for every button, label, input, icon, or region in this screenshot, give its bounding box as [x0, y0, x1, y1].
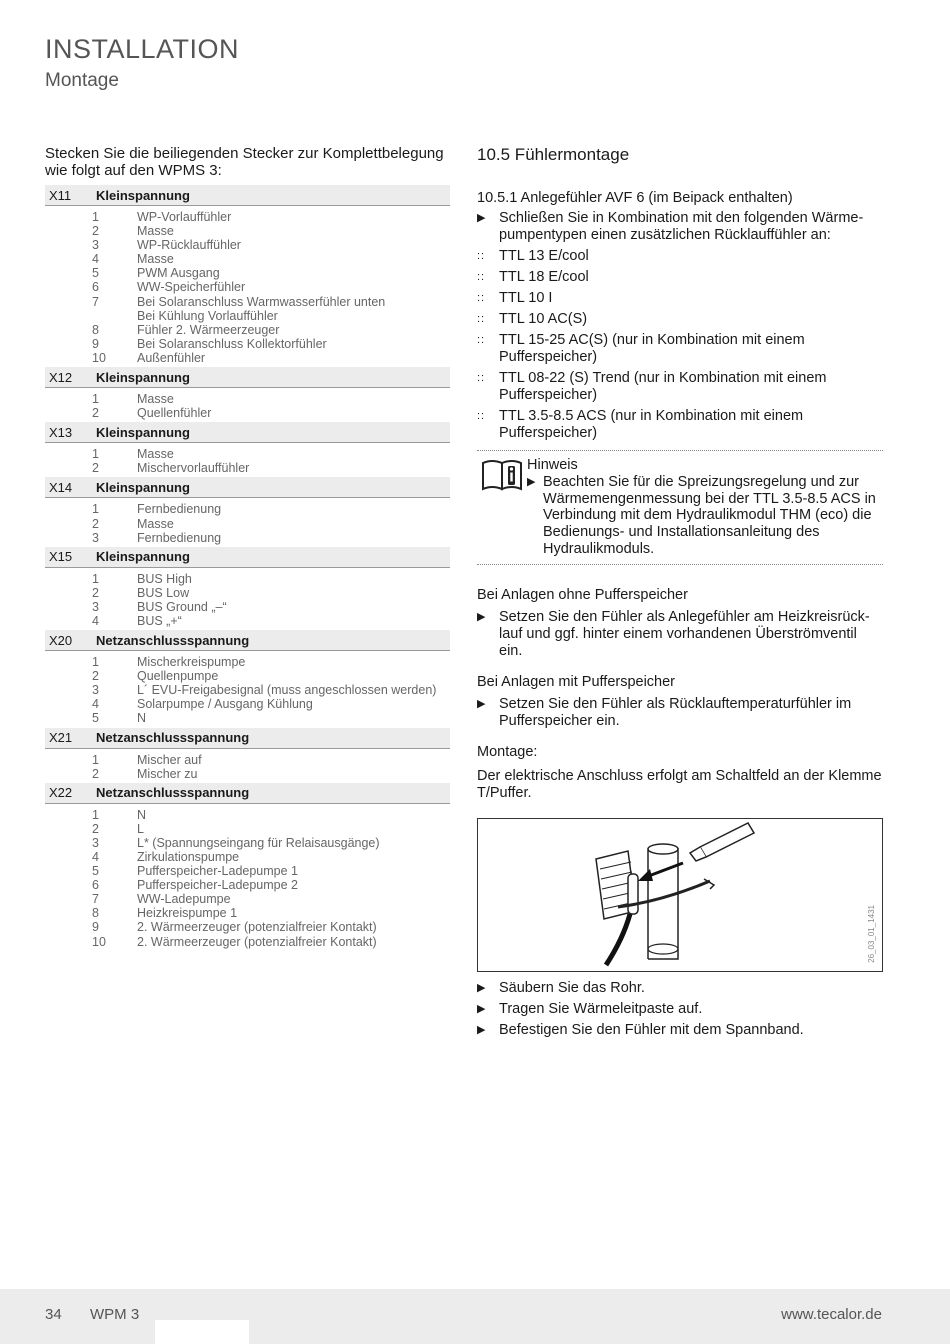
pin-function: Mischervorlauffühler: [137, 461, 250, 476]
pin-number: 5: [92, 711, 99, 726]
model-item: :: TTL 13 E/cool: [477, 248, 589, 264]
triangle-bullet-icon: ▶: [477, 1002, 486, 1015]
pin-number: 3: [92, 530, 99, 545]
pin-row: [45, 878, 450, 892]
pin-function: N: [137, 711, 147, 726]
pin-group-header: [45, 783, 450, 804]
pin-row: [45, 224, 450, 238]
pin-row: [45, 614, 450, 628]
pin-function: Außenfühler: [137, 350, 206, 365]
pin-number: 5: [92, 266, 99, 281]
pin-row: [45, 808, 450, 822]
pin-row: [45, 238, 450, 252]
note-box: [477, 451, 883, 562]
pin-row: [45, 906, 450, 920]
voltage-type: Kleinspannung: [96, 549, 190, 565]
voltage-type: Netzanschlussspannung: [96, 632, 250, 648]
triangle-bullet-icon: ▶: [477, 981, 486, 994]
pin-row: [45, 351, 450, 365]
dot-bullet-icon: ::: [477, 313, 486, 325]
pin-function: L* (Spannungseingang für Relaisausgänge): [137, 835, 380, 850]
step-item: ▶ Befestigen Sie den Fühler mit dem Spannband.: [477, 1021, 804, 1038]
pin-number: 5: [92, 864, 99, 879]
pin-function: Pufferspeicher-Ladepumpe 2: [137, 878, 298, 893]
pin-number: 10: [92, 350, 106, 365]
pin-function: BUS Ground „–“: [137, 599, 227, 614]
pin-number: 2: [92, 821, 99, 836]
pin-function: Masse: [137, 516, 174, 531]
montage-text: Der elektrische Anschluss erfolgt am Schaltfeld an der Klemme T/Puffer.: [477, 767, 882, 801]
step-item: ▶ Schließen Sie in Kombination mit den folgenden Wärmepumpentypen einen zusätzlichen Rücklauffühler an:: [477, 210, 864, 243]
pin-group-header: [45, 422, 450, 443]
pin-number: 1: [92, 210, 99, 224]
voltage-type: Kleinspannung: [96, 187, 190, 203]
montage-heading: Montage:: [477, 743, 538, 760]
pin-row: [45, 295, 450, 309]
pin-number: 10: [92, 934, 106, 949]
pin-number: 7: [92, 294, 99, 309]
pin-number: 4: [92, 850, 99, 864]
pin-function: Zirkulationspumpe: [137, 850, 240, 864]
pin-function: Masse: [137, 224, 174, 239]
connector-code: X22: [49, 785, 73, 801]
triangle-bullet-icon: ▶: [477, 1023, 486, 1036]
pin-number: 2: [92, 461, 99, 476]
pin-function: Solarpumpe / Ausgang Kühlung: [137, 697, 313, 712]
pin-function: Masse: [137, 392, 174, 407]
pin-number: 3: [92, 238, 99, 253]
pin-number: 3: [92, 683, 99, 698]
connector-code: X15: [49, 549, 73, 565]
pin-function: 2. Wärmeerzeuger (potenzialfreier Kontakt): [137, 934, 377, 949]
pin-number: 1: [92, 447, 99, 462]
subsection-heading: 10.5.1 Anlegefühler AVF 6 (im Beipack enthalten): [477, 190, 793, 206]
voltage-type: Netzanschlussspannung: [96, 785, 250, 801]
pin-number: 9: [92, 920, 99, 935]
pin-function: Mischer auf: [137, 752, 202, 767]
pin-group-x13: [45, 422, 450, 475]
pin-number: 3: [92, 599, 99, 614]
model-item: :: TTL 10 I: [477, 290, 553, 306]
pin-row: [45, 711, 450, 725]
pin-row: [45, 210, 450, 224]
pin-row: [45, 600, 450, 614]
pin-number: 1: [92, 807, 99, 822]
triangle-bullet-icon: ▶: [477, 610, 486, 623]
triangle-bullet-icon: ▶: [527, 476, 536, 488]
pin-number: 4: [92, 697, 99, 712]
note-title: Hinweis: [527, 457, 578, 473]
mounting-steps: [477, 980, 883, 1039]
pin-row: [45, 669, 450, 683]
connector-code: X13: [49, 424, 73, 440]
pin-function: Masse: [137, 252, 174, 267]
pin-number: 6: [92, 878, 99, 893]
pin-row: [45, 836, 450, 850]
pin-function: Bei Kühlung Vorlauffühler: [137, 308, 278, 323]
pin-row: [45, 850, 450, 864]
dot-bullet-icon: ::: [477, 292, 486, 304]
pin-number: 2: [92, 406, 99, 421]
pin-row: [45, 864, 450, 878]
pin-function: Pufferspeicher-Ladepumpe 1: [137, 864, 298, 879]
pin-row: [45, 337, 450, 351]
note-text: Beachten Sie für die Spreizungsregelung und zur Wärmemengenmessung bei der TTL 3.5-8.5 ACS in Verbindung mit dem Hydraulikmodul THM (eco) die Bedienungs- und Installationsanleitung des Hydraulikmoduls.: [543, 474, 876, 557]
pin-group-x20: [45, 630, 450, 725]
pin-row: [45, 531, 450, 545]
pin-number: 7: [92, 892, 99, 907]
pin-row: [45, 392, 450, 406]
pin-function: PWM Ausgang: [137, 266, 220, 281]
pin-number: 8: [92, 322, 99, 337]
pin-row: [45, 323, 450, 337]
model-item: :: TTL 3.5-8.5 ACS (nur in Kombination mit einem Pufferspeicher): [477, 408, 804, 441]
model-item: :: TTL 08-22 (S) Trend (nur in Kombination mit einem Pufferspeicher): [477, 370, 827, 403]
triangle-bullet-icon: ▶: [477, 697, 486, 710]
pin-number: 1: [92, 502, 99, 517]
step-item: ▶ Säubern Sie das Rohr.: [477, 979, 645, 996]
buffer-heading: Bei Anlagen mit Pufferspeicher: [477, 673, 676, 690]
connector-code: X21: [49, 730, 73, 746]
pin-number: 8: [92, 906, 99, 921]
step-item: ▶ Setzen Sie den Fühler als Anlegefühler am Heizkreisrücklauf und ggf. hinter einem vorhandenen Überströmventil ein.: [477, 608, 870, 659]
model-item: :: TTL 15-25 AC(S) (nur in Kombination mit einem Pufferspeicher): [477, 332, 805, 365]
pin-function: N: [137, 807, 147, 822]
pin-function: Masse: [137, 447, 174, 462]
pin-function: WP-Rücklauffühler: [137, 238, 241, 253]
pin-number: 2: [92, 669, 99, 684]
step-item: ▶ Tragen Sie Wärmeleitpaste auf.: [477, 1000, 703, 1017]
dot-bullet-icon: ::: [477, 372, 486, 384]
pin-number: 2: [92, 585, 99, 600]
pin-group-header: [45, 185, 450, 206]
pin-function: 2. Wärmeerzeuger (potenzialfreier Kontakt): [137, 920, 377, 935]
pin-row: [45, 502, 450, 516]
divider: [477, 564, 883, 565]
pin-function: BUS Low: [137, 585, 190, 600]
pin-groups: [45, 185, 450, 949]
pin-function: Fernbedienung: [137, 530, 222, 545]
pin-number: 9: [92, 336, 99, 351]
triangle-bullet-icon: ▶: [477, 212, 486, 224]
pin-group-x11: [45, 185, 450, 365]
connector-code: X12: [49, 369, 73, 385]
pin-row: [45, 461, 450, 475]
dot-bullet-icon: ::: [477, 334, 486, 346]
model-item: :: TTL 10 AC(S): [477, 311, 588, 327]
pin-function: WW-Speicherfühler: [137, 280, 246, 295]
page-subtitle: Montage: [45, 70, 119, 91]
step-item: ▶ Setzen Sie den Fühler als Rücklauftemperaturfühler im Pufferspeicher ein.: [477, 695, 852, 729]
pin-row: [45, 697, 450, 711]
connector-code: X11: [49, 187, 72, 203]
document-name: WPM 3: [90, 1306, 140, 1323]
footer-tab: [155, 1320, 249, 1344]
pin-number: 2: [92, 516, 99, 531]
pin-function: Fernbedienung: [137, 502, 222, 517]
connector-code: X20: [49, 632, 73, 648]
pin-row: [45, 309, 450, 323]
sensor-mounting-column: [477, 145, 883, 1043]
pin-group-x14: [45, 477, 450, 544]
pin-row: [45, 252, 450, 266]
pin-group-x22: [45, 783, 450, 949]
voltage-type: Kleinspannung: [96, 424, 190, 440]
pin-number: 1: [92, 752, 99, 767]
pin-group-header: [45, 630, 450, 651]
pin-number: 4: [92, 613, 99, 628]
pin-function: Mischer zu: [137, 766, 198, 781]
pin-number: [45, 309, 137, 323]
pin-group-x15: [45, 547, 450, 628]
pin-group-x21: [45, 728, 450, 781]
pin-number: 2: [92, 766, 99, 781]
pin-function: L´ EVU-Freigabesignal (muss angeschlossen werden): [137, 683, 437, 698]
section-heading: 10.5 Fühlermontage: [477, 145, 630, 164]
dot-bullet-icon: ::: [477, 271, 486, 283]
pin-function: BUS High: [137, 571, 192, 586]
model-list: [477, 248, 883, 442]
pin-group-header: [45, 477, 450, 498]
pin-row: [45, 586, 450, 600]
no-buffer-heading: Bei Anlagen ohne Pufferspeicher: [477, 586, 688, 603]
model-item: :: TTL 18 E/cool: [477, 269, 589, 285]
pin-function: Quellenpumpe: [137, 669, 219, 684]
pin-row: [45, 447, 450, 461]
pin-function: WW-Ladepumpe: [137, 892, 231, 907]
voltage-type: Kleinspannung: [96, 479, 190, 495]
pin-group-header: [45, 367, 450, 388]
pin-row: [45, 406, 450, 420]
pin-function: BUS „+“: [137, 613, 182, 628]
pin-row: [45, 753, 450, 767]
pin-group-header: [45, 547, 450, 568]
figure-id: 26_03_01_1431: [867, 904, 876, 963]
website-link[interactable]: www.tecalor.de: [781, 1306, 882, 1323]
pin-function: Bei Solaranschluss Kollektorfühler: [137, 336, 327, 351]
pin-number: 6: [92, 280, 99, 295]
pin-group-header: [45, 728, 450, 749]
pin-row: [45, 266, 450, 280]
pin-function: Quellenfühler: [137, 406, 212, 421]
pin-function: Fühler 2. Wärmeerzeuger: [137, 322, 280, 337]
pin-function: L: [137, 821, 144, 836]
intro-text: Stecken Sie die beiliegenden Stecker zur Komplettbelegung wie folgt auf den WPMS 3:: [45, 145, 444, 179]
pin-number: 1: [92, 392, 99, 407]
pin-function: Bei Solaranschluss Warmwasserfühler unten: [137, 294, 386, 309]
page-number: 34: [45, 1306, 62, 1323]
pin-number: 2: [92, 224, 99, 239]
pin-row: [45, 822, 450, 836]
info-book-icon: [481, 457, 527, 558]
pin-function: Heizkreispumpe 1: [137, 906, 238, 921]
voltage-type: Netzanschlussspannung: [96, 730, 250, 746]
pin-number: 3: [92, 835, 99, 850]
pin-number: 4: [92, 252, 99, 267]
pin-function: WP-Vorlauffühler: [137, 210, 232, 224]
pin-row: [45, 920, 450, 934]
pin-row: [45, 280, 450, 294]
pin-row: [45, 935, 450, 949]
pin-group-x12: [45, 367, 450, 420]
dot-bullet-icon: ::: [477, 410, 486, 422]
pin-row: [45, 892, 450, 906]
pin-assignment-column: [45, 145, 450, 951]
pin-row: [45, 767, 450, 781]
connector-code: X14: [49, 479, 73, 495]
sensor-mounting-figure: [477, 818, 883, 972]
voltage-type: Kleinspannung: [96, 369, 190, 385]
pin-number: 1: [92, 571, 99, 586]
pin-row: [45, 572, 450, 586]
pin-number: 1: [92, 655, 99, 670]
pin-row: [45, 655, 450, 669]
pin-row: [45, 683, 450, 697]
pin-row: [45, 517, 450, 531]
pin-function: Mischerkreispumpe: [137, 655, 246, 670]
dot-bullet-icon: ::: [477, 250, 486, 262]
page-title: INSTALLATION: [45, 34, 240, 64]
